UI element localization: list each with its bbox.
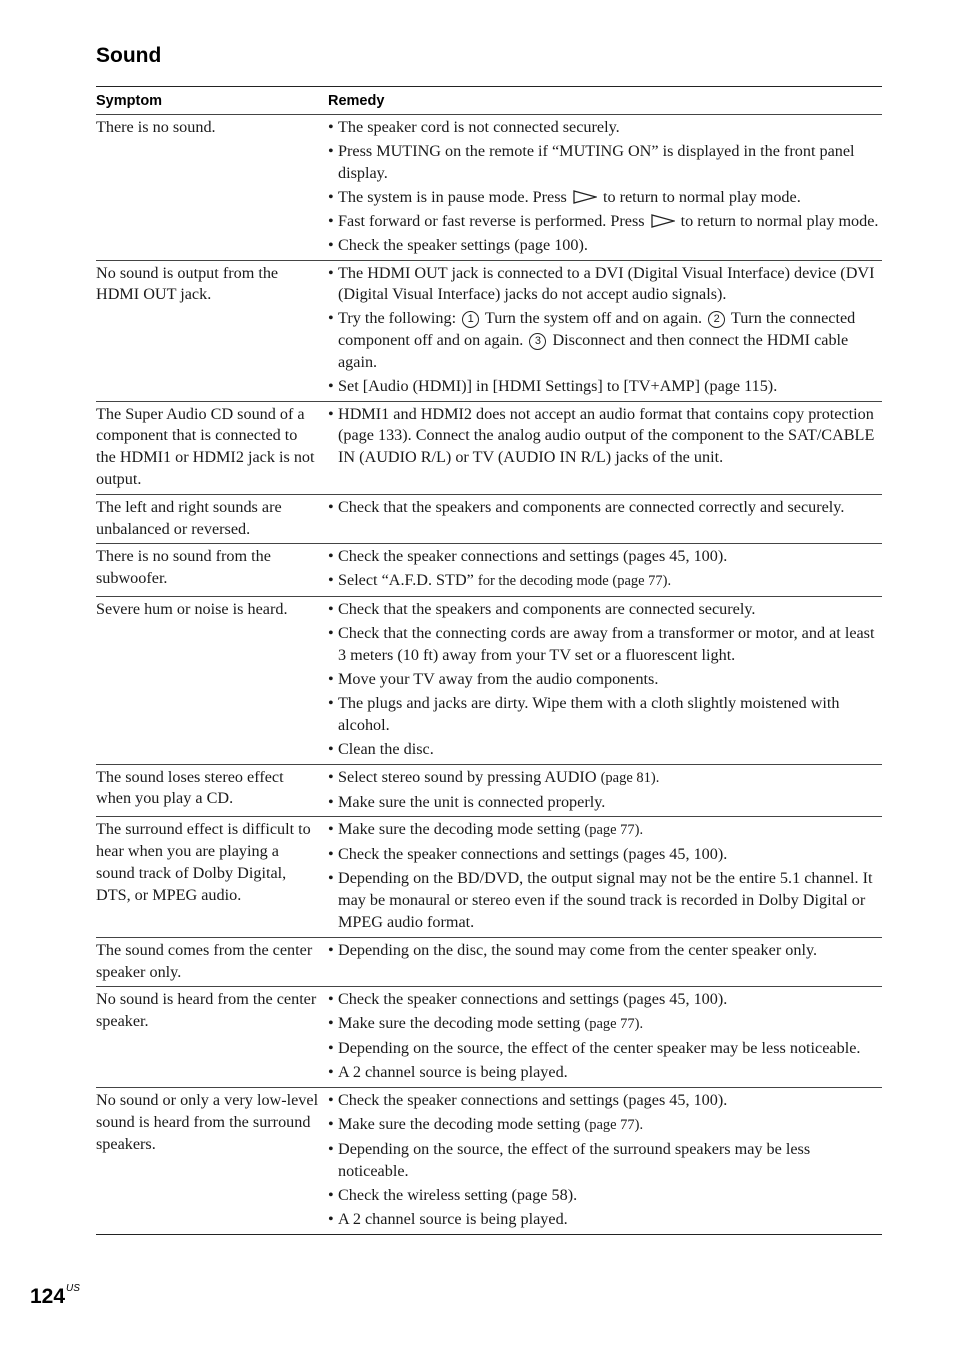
remedy-text: Make sure the decoding mode setting (338, 1014, 585, 1033)
remedy-item: • Check the speaker connections and settings (pages 45, 100). (328, 989, 882, 1011)
symptom-cell: No sound is heard from the center speaker. (96, 990, 317, 1031)
symptom-cell: The surround effect is difficult to hear when you are playing a sound track of Dolby Digital, DTS, or MPEG audio. (96, 820, 311, 904)
remedy-text: Fast forward or fast reverse is performed. Press (338, 211, 649, 230)
remedy-item: • Check that the speakers and components are connected correctly and securely. (328, 497, 882, 519)
remedy-cell (328, 497, 882, 541)
remedy-list (328, 263, 882, 398)
symptom-cell: No sound or only a very low-level sound is heard from the surround speakers. (96, 1091, 319, 1153)
remedy-text: Select stereo sound by pressing AUDIO (338, 767, 601, 786)
remedy-list (328, 404, 882, 469)
remedy-item (328, 308, 882, 373)
remedy-cell (328, 263, 882, 398)
table-row (96, 986, 882, 1087)
remedy-item: • Check the speaker connections and settings (pages 45, 100). (328, 546, 882, 568)
table-row (96, 1087, 882, 1234)
remedy-item: • A 2 channel source is being played. (328, 1209, 882, 1231)
remedy-item (328, 767, 882, 790)
remedy-text: Turn the system off and on again. (481, 309, 707, 328)
remedy-item: • Depending on the disc, the sound may come from the center speaker only. (328, 940, 882, 962)
section-title: Sound (96, 44, 162, 67)
remedy-item: • The speaker cord is not connected securely. (328, 117, 882, 139)
remedy-cell (328, 117, 882, 257)
remedy-text: Turn the connected component off and on again. (338, 309, 856, 350)
remedy-item: • Clean the disc. (328, 739, 882, 761)
remedy-list (328, 599, 882, 760)
step-number: 3 (529, 333, 546, 350)
remedy-list (328, 1090, 882, 1231)
page-reference: for the decoding mode (page 77). (477, 573, 672, 590)
symptom-column-header: Symptom (96, 92, 163, 109)
step-number: 2 (708, 311, 725, 328)
remedy-list (328, 117, 882, 257)
troubleshooting-table (96, 86, 882, 1235)
symptom-cell: The sound loses stereo effect when you play a CD. (96, 767, 284, 808)
play-icon (651, 214, 675, 228)
remedy-text: The system is in pause mode. Press (338, 187, 571, 206)
remedy-text: Make sure the decoding mode setting (338, 820, 585, 839)
remedy-item (328, 187, 882, 209)
remedy-text: Try the following: (338, 309, 461, 328)
symptom-cell: The Super Audio CD sound of a component that is connected to the HDMI1 or HDMI2 jack is not output. (96, 404, 315, 489)
table-body (96, 115, 882, 1234)
remedy-item: • Check the speaker connections and settings (pages 45, 100). (328, 844, 882, 866)
remedy-item: • The plugs and jacks are dirty. Wipe them with a cloth slightly moistened with alcohol. (328, 693, 882, 737)
remedy-item: • Make sure the unit is connected properly. (328, 792, 882, 814)
remedy-column-header: Remedy (328, 92, 385, 109)
table-row (96, 764, 882, 817)
remedy-item: • Check the speaker settings (page 100). (328, 235, 882, 257)
remedy-item: • Depending on the source, the effect of the center speaker may be less noticeable. (328, 1038, 882, 1060)
remedy-cell (328, 819, 882, 933)
remedy-cell (328, 1090, 882, 1231)
page-reference: (page 77). (584, 1117, 644, 1134)
remedy-text: Make sure the decoding mode setting (338, 1115, 585, 1134)
remedy-list (328, 819, 882, 933)
remedy-item (328, 1114, 882, 1137)
page-region-code: US (66, 1283, 80, 1294)
remedy-item: • Depending on the source, the effect of the surround speakers may be less noticeable. (328, 1139, 882, 1183)
remedy-text: Disconnect and then connect the HDMI cable again. (338, 331, 849, 371)
remedy-list (328, 767, 882, 814)
symptom-cell: The left and right sounds are unbalanced or reversed. (96, 497, 282, 538)
remedy-cell (328, 404, 882, 491)
remedy-item: • Check the wireless setting (page 58). (328, 1185, 882, 1207)
remedy-cell (328, 767, 882, 814)
table-row (96, 115, 882, 260)
table-header (96, 87, 882, 115)
remedy-item (328, 1013, 882, 1036)
symptom-cell: No sound is output from the HDMI OUT jack. (96, 263, 279, 304)
remedy-item: • Set [Audio (HDMI)] in [HDMI Settings] to [TV+AMP] (page 115). (328, 376, 882, 398)
remedy-item: • Press MUTING on the remote if “MUTING ON” is displayed in the front panel display. (328, 141, 882, 185)
remedy-list (328, 989, 882, 1084)
table-row (96, 494, 882, 544)
step-number: 1 (462, 311, 479, 328)
table-row (96, 260, 882, 401)
remedy-text: to return to normal play mode. (598, 187, 801, 206)
page-number (30, 1283, 80, 1309)
table-row (96, 401, 882, 494)
remedy-item (328, 211, 882, 233)
remedy-text: to return to normal play mode. (676, 211, 879, 230)
remedy-cell (328, 546, 882, 593)
remedy-item: • A 2 channel source is being played. (328, 1062, 882, 1084)
play-icon (573, 190, 597, 204)
remedy-text: Select “A.F.D. STD” (338, 571, 478, 590)
symptom-cell: There is no sound from the subwoofer. (96, 547, 271, 588)
page-reference: (page 77). (584, 1016, 644, 1033)
table-row (96, 937, 882, 987)
symptom-cell: There is no sound. (96, 118, 216, 136)
remedy-item: • Check the speaker connections and settings (pages 45, 100). (328, 1090, 882, 1112)
table-row (96, 596, 882, 763)
remedy-item (328, 819, 882, 842)
remedy-list (328, 546, 882, 593)
remedy-item: • Check that the speakers and components are connected securely. (328, 599, 882, 621)
remedy-item: • Check that the connecting cords are away from a transformer or motor, and at least 3 meters (10 ft) away from your TV set or a fluorescent light. (328, 623, 882, 667)
remedy-cell (328, 599, 882, 760)
remedy-item (328, 570, 882, 593)
remedy-cell (328, 989, 882, 1084)
page-reference: (page 77). (584, 822, 644, 839)
remedy-cell (328, 940, 882, 984)
remedy-list (328, 497, 882, 519)
remedy-item: • Depending on the BD/DVD, the output signal may not be the entire 5.1 channel. It may be monaural or stereo even if the sound track is recorded in Dolby Digital or MPEG audio format. (328, 868, 882, 933)
remedy-list (328, 940, 882, 962)
table-row (96, 543, 882, 596)
remedy-item: • HDMI1 and HDMI2 does not accept an audio format that contains copy protection (page 133). Connect the analog audio output of the component to the SAT/CABLE IN (AUDIO R/L) or TV (AUDIO IN R/L) jacks of the unit. (328, 404, 882, 469)
symptom-cell: Severe hum or noise is heard. (96, 600, 288, 619)
remedy-item: • Move your TV away from the audio components. (328, 669, 882, 691)
page-reference: (page 81). (600, 769, 660, 786)
remedy-item: • The HDMI OUT jack is connected to a DVI (Digital Visual Interface) device (DVI (Digital Visual Interface) jacks do not accept audio signals). (328, 263, 882, 307)
page-number-value: 124 (30, 1285, 66, 1308)
table-row (96, 816, 882, 936)
symptom-cell: The sound comes from the center speaker only. (96, 940, 313, 981)
